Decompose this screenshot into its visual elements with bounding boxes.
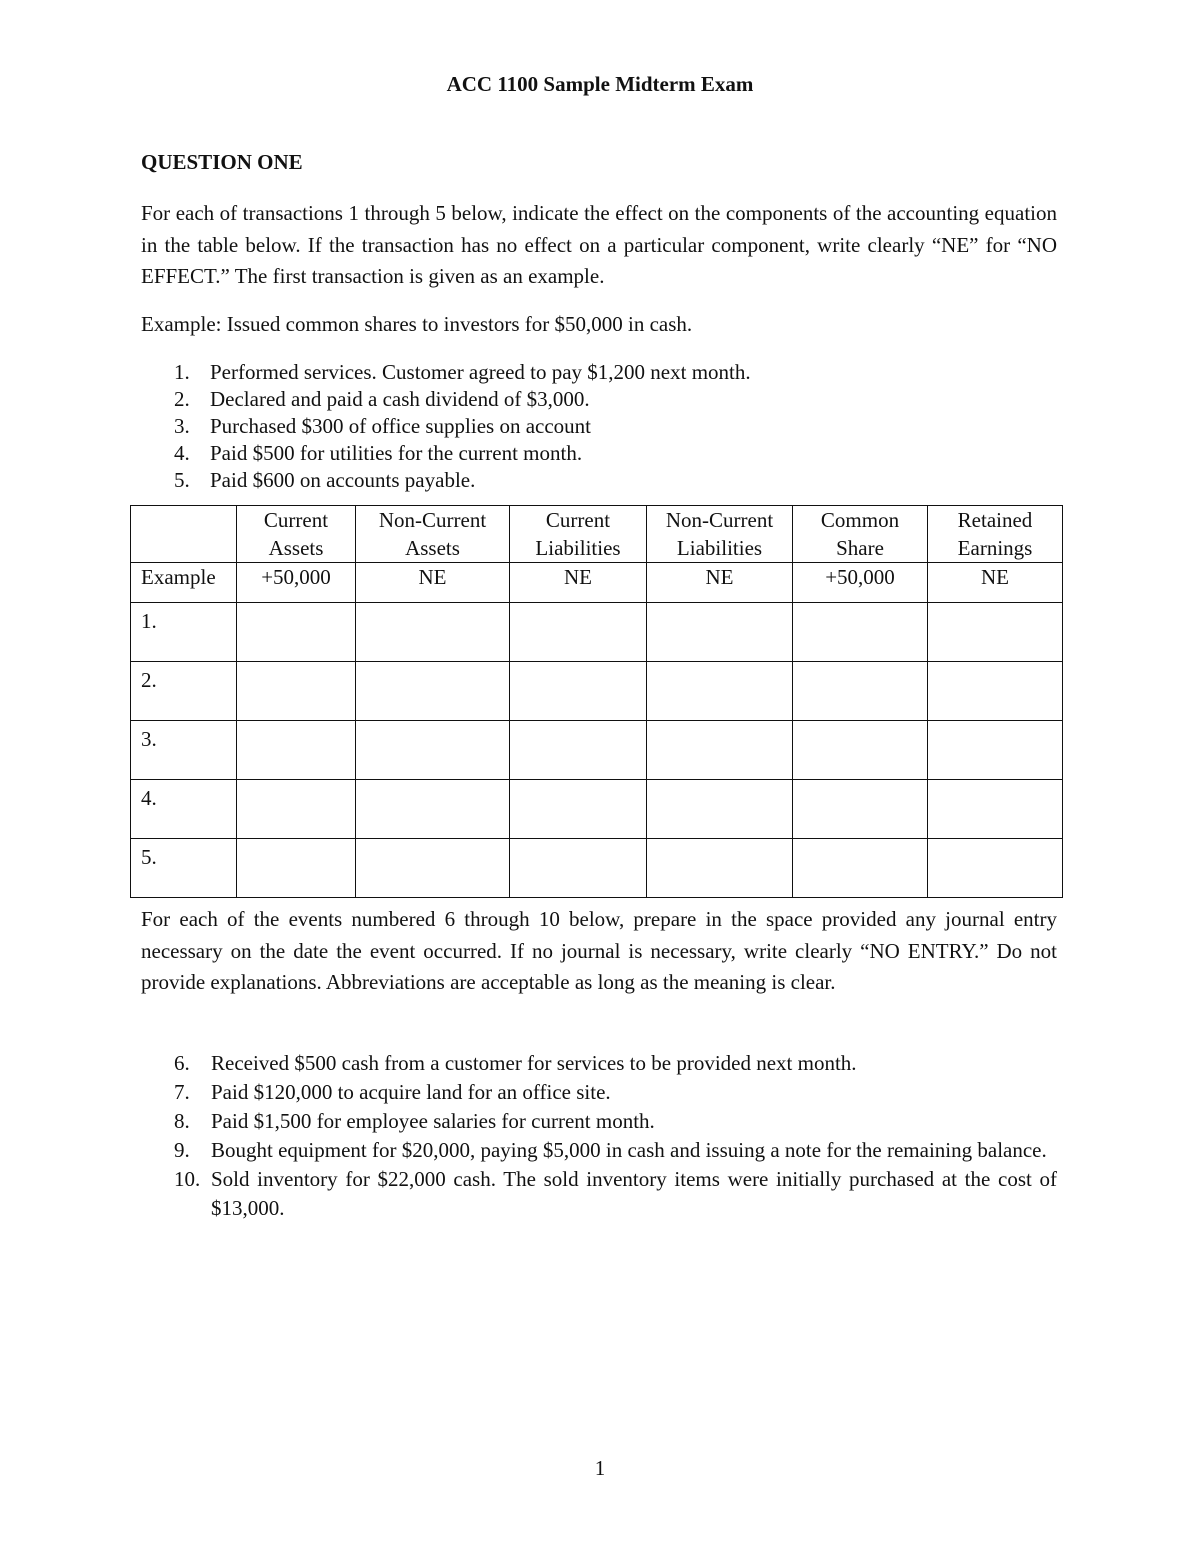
answer-cell[interactable] — [237, 662, 356, 721]
list-item — [141, 386, 751, 413]
list-item-number: 2. — [174, 387, 190, 411]
answer-cell[interactable] — [928, 780, 1063, 839]
answer-cell[interactable] — [356, 839, 510, 898]
answer-cell[interactable] — [237, 839, 356, 898]
list-item-text: Paid $1,500 for employee salaries for current month. — [211, 1109, 655, 1133]
accounting-equation-table — [130, 505, 1063, 898]
table-cell: +50,000 — [237, 563, 356, 603]
answer-cell[interactable] — [510, 662, 647, 721]
event-list — [141, 1049, 1057, 1223]
table-row — [131, 603, 1063, 662]
answer-cell[interactable] — [793, 662, 928, 721]
list-item — [141, 1107, 1057, 1136]
header-current-liabilities: Current Liabilities — [510, 506, 647, 563]
answer-cell[interactable] — [647, 721, 793, 780]
list-item — [141, 1165, 1057, 1223]
list-item-number: 7. — [174, 1080, 190, 1104]
list-item-number: 3. — [174, 414, 190, 438]
list-item — [141, 467, 751, 494]
row-label: 2. — [131, 662, 237, 721]
list-item-text: Paid $600 on accounts payable. — [210, 468, 476, 492]
question-instructions: For each of transactions 1 through 5 below, indicate the effect on the components of the accounting equation in the table below. If the transaction has no effect on a particular component, write clearly “NE” for “NO EFFECT.” The first transaction is given as an example. — [141, 201, 1057, 288]
row-label: 5. — [131, 839, 237, 898]
list-item-number: 9. — [174, 1138, 190, 1162]
list-item-text: Received $500 cash from a customer for services to be provided next month. — [211, 1051, 857, 1075]
table-cell: NE — [510, 563, 647, 603]
header-common-share: Common Share — [793, 506, 928, 563]
list-item-text: Performed services. Customer agreed to pay $1,200 next month. — [210, 360, 751, 384]
list-item-text: Bought equipment for $20,000, paying $5,000 in cash and issuing a note for the remaining balance. — [211, 1138, 1047, 1162]
table-row — [131, 662, 1063, 721]
answer-cell[interactable] — [928, 839, 1063, 898]
answer-cell[interactable] — [510, 721, 647, 780]
row-label: 1. — [131, 603, 237, 662]
answer-cell[interactable] — [647, 662, 793, 721]
answer-cell[interactable] — [793, 839, 928, 898]
answer-cell[interactable] — [647, 603, 793, 662]
table-header-row — [131, 506, 1063, 563]
list-item-text: Paid $500 for utilities for the current month. — [210, 441, 583, 465]
table-row — [131, 780, 1063, 839]
transaction-list — [141, 359, 751, 494]
list-item — [141, 1049, 1057, 1078]
row-label: 4. — [131, 780, 237, 839]
table-cell: +50,000 — [793, 563, 928, 603]
journal-instructions: For each of the events numbered 6 through 10 below, prepare in the space provided any journal entry necessary on the date the event occurred. If no journal is necessary, write clearly “NO ENTRY.” Do not provide explanations. Abbreviations are acceptable as long as the meaning is clear. — [141, 907, 1057, 994]
list-item-text: Purchased $300 of office supplies on account — [210, 414, 592, 438]
list-item-number: 6. — [174, 1051, 190, 1075]
answer-cell[interactable] — [237, 721, 356, 780]
answer-cell[interactable] — [928, 603, 1063, 662]
page-title: ACC 1100 Sample Midterm Exam — [446, 72, 754, 96]
page-number: 1 — [594, 1456, 606, 1480]
answer-cell[interactable] — [510, 780, 647, 839]
list-item — [141, 1136, 1057, 1165]
list-item-number: 10. — [174, 1167, 201, 1191]
answer-cell[interactable] — [793, 780, 928, 839]
list-item-number: 5. — [174, 468, 190, 492]
answer-cell[interactable] — [793, 721, 928, 780]
answer-cell[interactable] — [237, 780, 356, 839]
table-cell: NE — [928, 563, 1063, 603]
answer-cell[interactable] — [510, 603, 647, 662]
header-non-current-assets: Non-Current Assets — [356, 506, 510, 563]
list-item-number: 8. — [174, 1109, 190, 1133]
table-row-example — [131, 563, 1063, 603]
list-item-number: 1. — [174, 360, 190, 384]
answer-cell[interactable] — [647, 839, 793, 898]
answer-cell[interactable] — [928, 721, 1063, 780]
row-label: Example — [131, 563, 237, 603]
table-row — [131, 721, 1063, 780]
list-item — [141, 1078, 1057, 1107]
header-retained-earnings: Retained Earnings — [928, 506, 1063, 563]
list-item — [141, 413, 751, 440]
table-row — [131, 839, 1063, 898]
answer-cell[interactable] — [647, 780, 793, 839]
list-item-text: Declared and paid a cash dividend of $3,000. — [210, 387, 590, 411]
answer-cell[interactable] — [356, 603, 510, 662]
question-heading: QUESTION ONE — [141, 150, 303, 174]
answer-cell[interactable] — [356, 780, 510, 839]
header-cell-empty — [131, 506, 237, 563]
answer-cell[interactable] — [793, 603, 928, 662]
list-item — [141, 440, 751, 467]
table-cell: NE — [356, 563, 510, 603]
header-non-current-liabilities: Non-Current Liabilities — [647, 506, 793, 563]
list-item-number: 4. — [174, 441, 190, 465]
answer-cell[interactable] — [356, 721, 510, 780]
answer-cell[interactable] — [356, 662, 510, 721]
answer-cell[interactable] — [237, 603, 356, 662]
list-item — [141, 359, 751, 386]
table-cell: NE — [647, 563, 793, 603]
header-current-assets: Current Assets — [237, 506, 356, 563]
answer-cell[interactable] — [510, 839, 647, 898]
list-item-text: Sold inventory for $22,000 cash. The sold inventory items were initially purchased at the cost of $13,000. — [211, 1167, 1057, 1220]
row-label: 3. — [131, 721, 237, 780]
example-transaction: Example: Issued common shares to investors for $50,000 in cash. — [141, 312, 693, 336]
list-item-text: Paid $120,000 to acquire land for an office site. — [211, 1080, 611, 1104]
answer-cell[interactable] — [928, 662, 1063, 721]
